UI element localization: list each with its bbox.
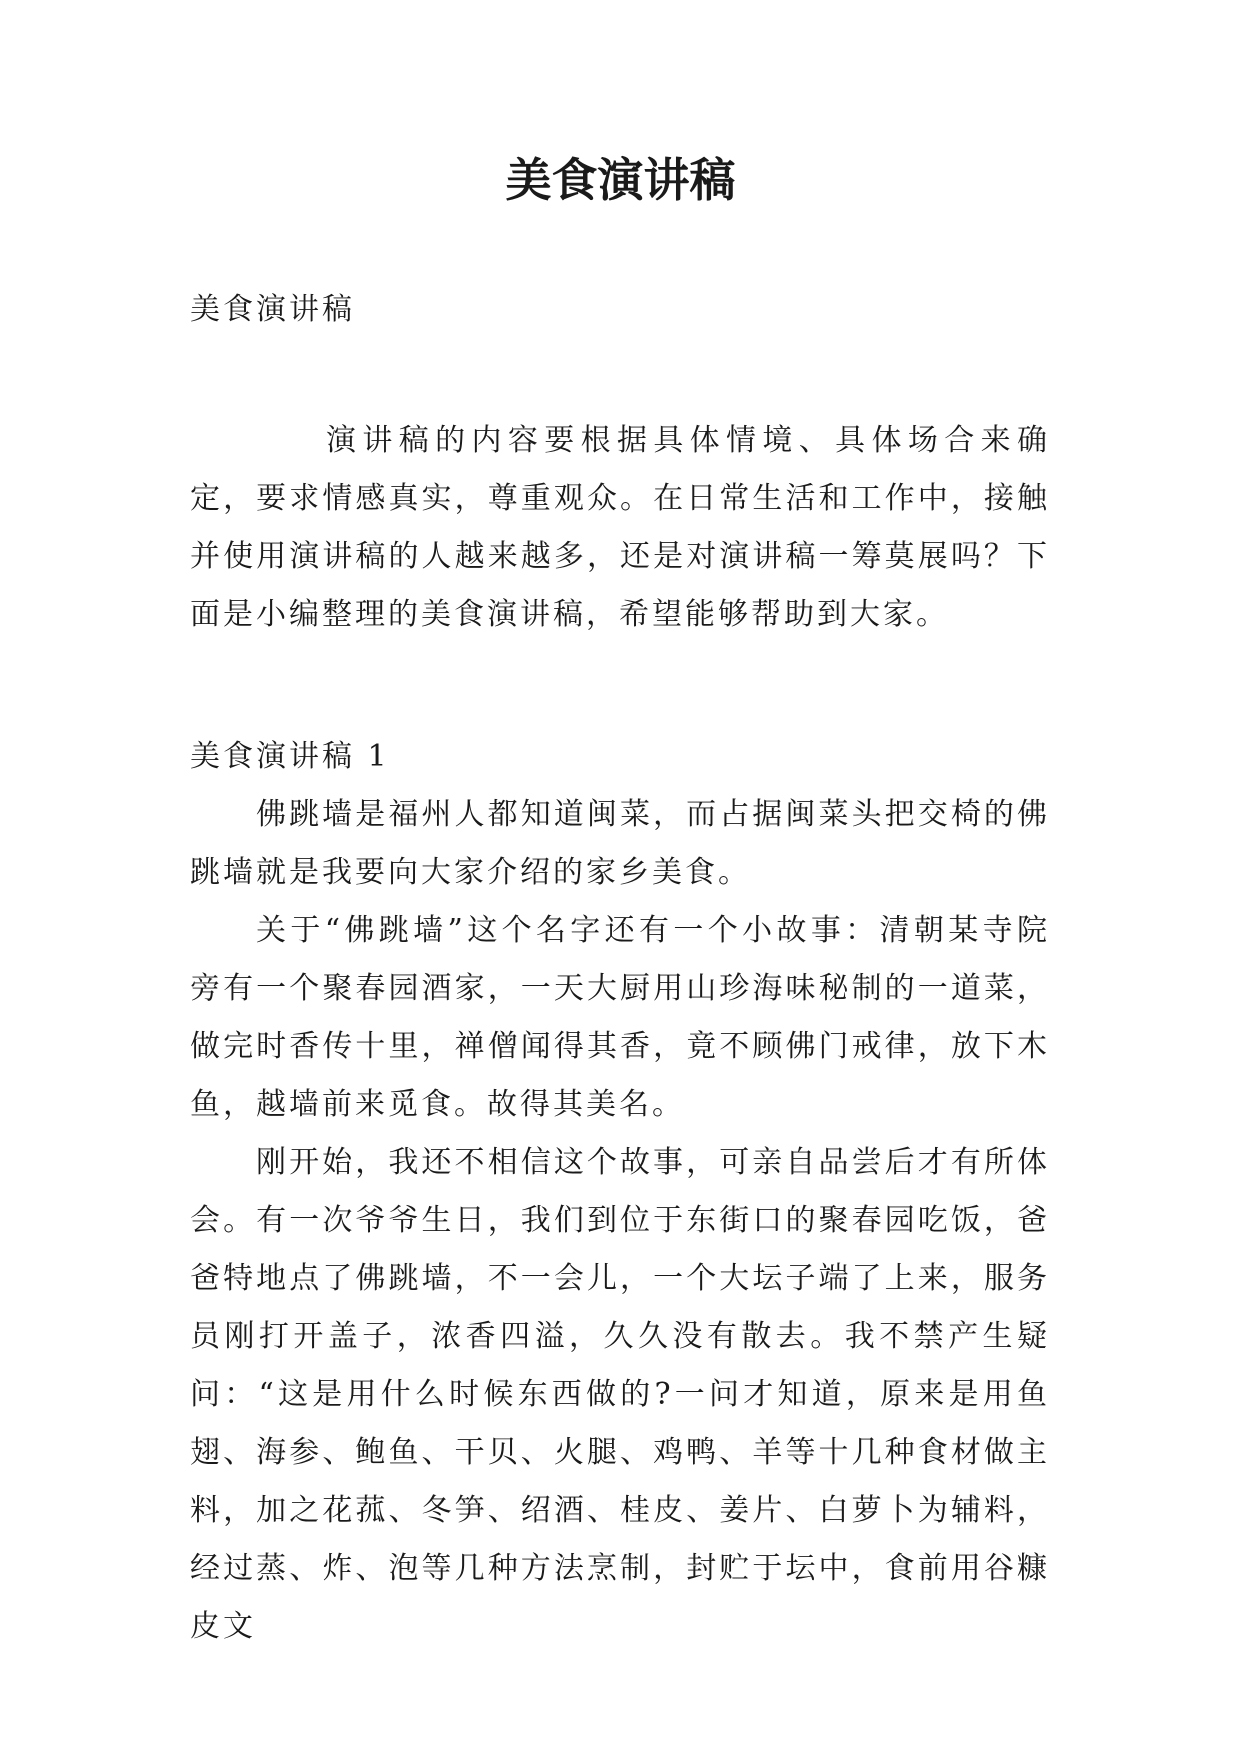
body-paragraph: 关于“佛跳墙”这个名字还有一个小故事：清朝某寺院旁有一个聚春园酒家，一天大厨用山珍海味秘制的一道菜，做完时香传十里，禅僧闻得其香，竟不顾佛门戒律，放下木鱼，越墙前来觅食。故得其美名。 — [190, 913, 1050, 1122]
document-subtitle: 美食演讲稿 — [190, 292, 355, 327]
body-paragraph: 刚开始，我还不相信这个故事，可亲自品尝后才有所体会。有一次爷爷生日，我们到位于东街口的聚春园吃饭，爸爸特地点了佛跳墙，不一会儿，一个大坛子端了上来，服务员刚打开盖子，浓香四溢，久久没有散去。我不禁产生疑问：“这是用什么时候东西做的?一问才知道，原来是用鱼翅、海参、鲍鱼、干贝、火腿、鸡鸭、羊等十几种食材做主料，加之花菰、冬笋、绍酒、桂皮、姜片、白萝卜为辅料，经过蒸、炸、泡等几种方法烹制，封贮于坛中，食前用谷糠皮文 — [190, 1145, 1050, 1644]
body-paragraph: 佛跳墙是福州人都知道闽菜，而占据闽菜头把交椅的佛跳墙就是我要向大家介绍的家乡美食。 — [190, 797, 1050, 890]
intro-paragraph: 演讲稿的内容要根据具体情境、具体场合来确定，要求情感真实，尊重观众。在日常生活和工作中，接触并使用演讲稿的人越来越多，还是对演讲稿一筹莫展吗？下面是小编整理的美食演讲稿，希望能够帮助到大家。 — [190, 423, 1050, 632]
section-heading: 美食演讲稿 1 — [190, 739, 390, 774]
document-title: 美食演讲稿 — [505, 153, 736, 207]
document-body — [190, 290, 1050, 1656]
